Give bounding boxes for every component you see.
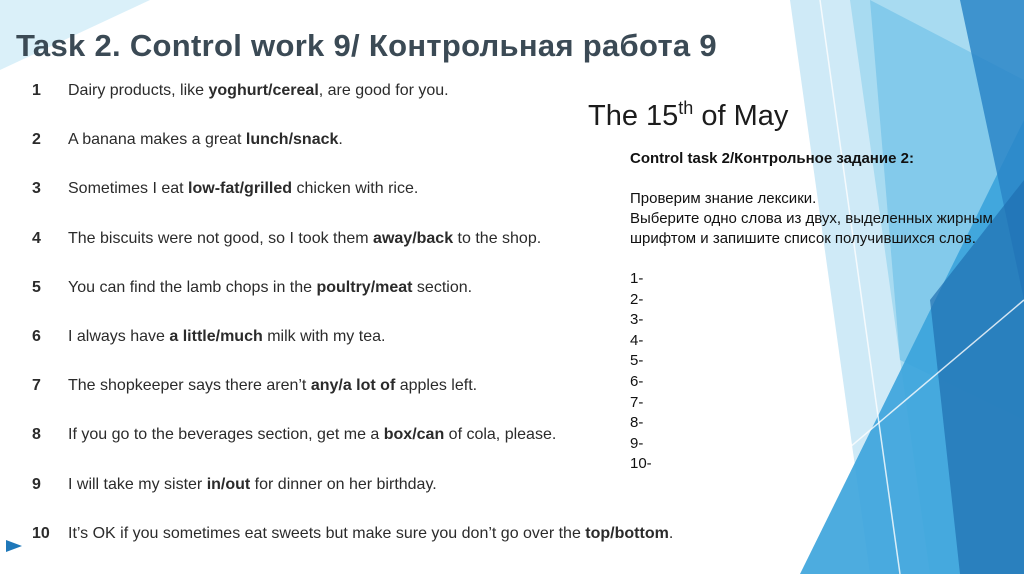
sentence-item <box>22 422 556 448</box>
sentence-number: 2 <box>32 131 41 149</box>
answer-line: 5- <box>630 352 644 370</box>
sentence-text: If you go to the beverages section, get me a box/can of cola, please. <box>68 426 557 444</box>
date-heading: The 15th of May <box>588 98 789 132</box>
sentence-number: 4 <box>32 229 41 247</box>
answer-line: 2- <box>630 290 644 308</box>
sentence-item <box>22 324 385 350</box>
answer-line: 8- <box>630 414 644 432</box>
word-choice: poultry/meat <box>316 278 413 296</box>
sentence-item <box>22 226 541 252</box>
sentence-number: 9 <box>32 475 41 493</box>
sentence-number: 7 <box>32 377 41 395</box>
answer-line: 3- <box>630 311 644 329</box>
word-choice: box/can <box>383 426 445 444</box>
sentence-text: A banana makes a great lunch/snack. <box>68 131 343 149</box>
answer-line: 6- <box>630 372 644 390</box>
sentence-number: 10 <box>32 524 50 542</box>
sentence-number: 5 <box>32 278 41 296</box>
sentence-text: Dairy products, like yoghurt/cereal, are good for you. <box>68 82 449 99</box>
word-choice: any/a lot of <box>310 377 396 395</box>
sentence-number: 3 <box>32 180 41 198</box>
sentence-item <box>22 472 437 498</box>
answer-line: 7- <box>630 393 644 411</box>
page-title: Task 2. Control work 9/ Контрольная работа 9 <box>16 28 717 63</box>
sentence-text: You can find the lamb chops in the poultry/meat section. <box>68 278 473 296</box>
sentence-text: I will take my sister in/out for dinner on her birthday. <box>68 475 437 493</box>
answer-line: 4- <box>630 331 644 349</box>
word-choice: top/bottom <box>585 524 669 542</box>
sentence-item <box>22 127 343 153</box>
answer-line: 10- <box>630 455 652 473</box>
word-choice: away/back <box>373 229 454 247</box>
sentence-text: It’s OK if you sometimes eat sweets but make sure you don’t go over the top/bottom. <box>68 524 674 542</box>
sentence-text: The biscuits were not good, so I took them away/back to the shop. <box>68 229 542 247</box>
sentence-list <box>22 78 702 548</box>
word-choice: lunch/snack <box>245 131 339 149</box>
word-choice: low-fat/grilled <box>188 180 293 198</box>
sentence-text: Sometimes I eat low-fat/grilled chicken with rice. <box>68 180 419 198</box>
answer-line: 9- <box>630 434 644 452</box>
sentence-number: 8 <box>32 426 41 444</box>
sentence-number: 6 <box>32 328 41 345</box>
word-choice: yoghurt/cereal <box>208 82 319 99</box>
sentence-number: 1 <box>32 82 41 99</box>
sentence-item <box>22 78 449 104</box>
word-choice: in/out <box>206 475 251 493</box>
sentence-item <box>22 275 472 301</box>
sentence-text: The shopkeeper says there aren’t any/a lot of apples left. <box>68 377 478 395</box>
control-task-title: Control task 2/Контрольное задание 2: <box>630 150 914 167</box>
sentence-item <box>22 176 418 202</box>
answer-list <box>630 269 1020 475</box>
sentence-text: I always have a little/much milk with my tea. <box>68 328 386 345</box>
control-task-panel <box>630 150 1020 475</box>
sentence-item <box>22 521 673 547</box>
sentence-item <box>22 373 477 399</box>
answer-line: 1- <box>630 270 644 287</box>
instructions: Проверим знание лексики. Выберите одно слова из двух, выделенных жирным шрифтом и запишите список получившихся слов. <box>630 190 993 247</box>
word-choice: a little/much <box>169 328 263 345</box>
